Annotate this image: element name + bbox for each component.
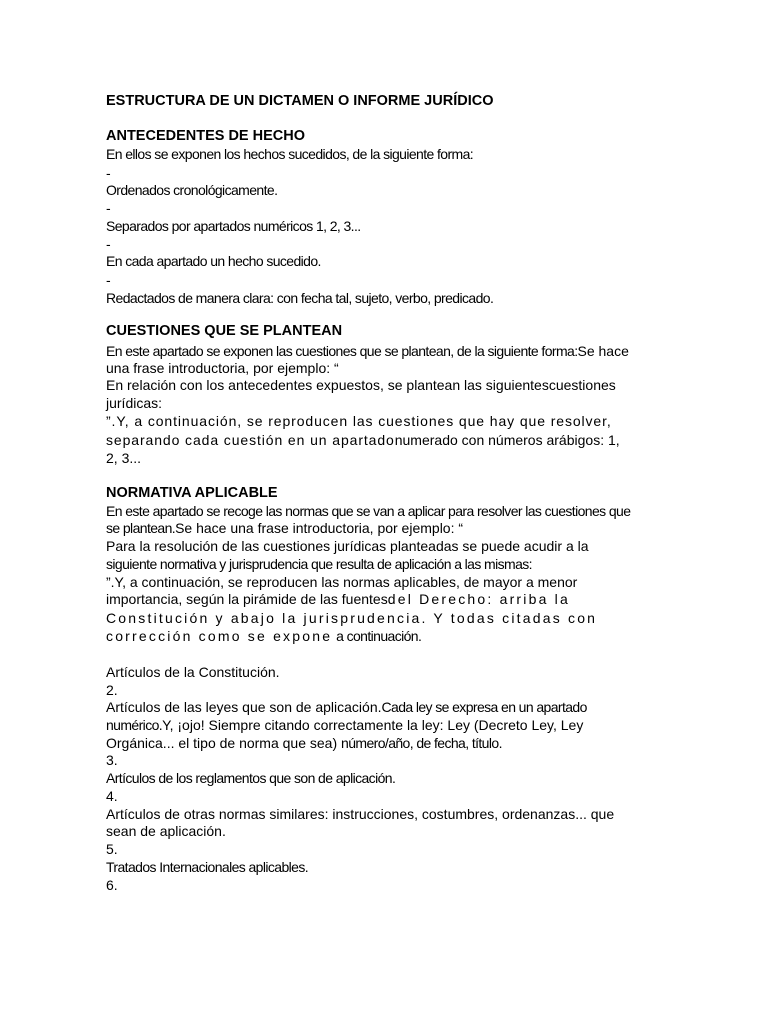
- paragraph-line: En ellos se exponen los hechos sucedidos, de la siguiente forma:: [106, 146, 474, 162]
- list-item: -: [106, 165, 111, 181]
- section-heading-antecedentes: ANTECEDENTES DE HECHO: [106, 128, 305, 144]
- list-item: Ordenados cronológicamente.: [106, 182, 278, 198]
- document-title: ESTRUCTURA DE UN DICTAMEN O INFORME JURÍDICO: [106, 93, 494, 109]
- list-item: -: [106, 236, 111, 252]
- list-item: Artículos de otras normas similares: instrucciones, costumbres, ordenanzas... que: [106, 806, 615, 822]
- paragraph-line: jurídicas:: [106, 395, 163, 411]
- list-item: -: [106, 200, 111, 216]
- paragraph-line: En este apartado se recoge las normas que se van a aplicar para resolver las cuestiones que: [106, 503, 631, 519]
- paragraph-line: corrección como se expone a continuación.: [106, 628, 422, 644]
- paragraph-line: Para la resolución de las cuestiones jurídicas planteadas se puede acudir a la: [106, 538, 589, 554]
- list-number: 3.: [106, 752, 118, 768]
- section-heading-normativa: NORMATIVA APLICABLE: [106, 485, 278, 501]
- list-item: Tratados Internacionales aplicables.: [106, 859, 309, 875]
- list-item: Artículos de las leyes que son de aplicación.Cada ley se expresa en un apartado: [106, 699, 587, 715]
- list-number: 2.: [106, 682, 118, 698]
- list-item: -: [106, 272, 111, 288]
- paragraph-line: ”.Y, a continuación, se reproducen las normas aplicables, de mayor a menor: [106, 574, 578, 590]
- list-number: 4.: [106, 788, 118, 804]
- list-item: Redactados de manera clara: con fecha tal, sujeto, verbo, predicado.: [106, 290, 494, 306]
- list-number: 5.: [106, 841, 118, 857]
- paragraph-line: importancia, según la pirámide de las fuentesdel Derecho: arriba la: [106, 591, 570, 607]
- paragraph-line: se plantean.Se hace una frase introductoria, por ejemplo: “: [106, 520, 464, 536]
- list-item: sean de aplicación.: [106, 823, 226, 839]
- paragraph-line: En relación con los antecedentes expuestos, se plantean las siguientescuestiones: [106, 377, 616, 393]
- paragraph-line: En este apartado se exponen las cuestiones que se plantean, de la siguiente forma:Se hace: [106, 343, 629, 359]
- list-item: numérico.Y, ¡ojo! Siempre citando correctamente la ley: Ley (Decreto Ley, Ley: [106, 717, 584, 733]
- list-number: 6.: [106, 877, 118, 893]
- paragraph-line: separando cada cuestión en un apartadonumerado con números arábigos: 1,: [106, 432, 620, 448]
- paragraph-line: ”.Y, a continuación, se reproducen las cuestiones que hay que resolver,: [106, 413, 612, 429]
- list-item: Orgánica... el tipo de norma que sea) número/año, de fecha, título.: [106, 735, 502, 751]
- section-heading-cuestiones: CUESTIONES QUE SE PLANTEAN: [106, 323, 343, 339]
- list-item: Artículos de la Constitución.: [106, 664, 280, 680]
- paragraph-line: 2, 3...: [106, 450, 142, 466]
- paragraph-line: Constitución y abajo la jurisprudencia. Y todas citadas con: [106, 610, 598, 626]
- list-item: En cada apartado un hecho sucedido.: [106, 253, 321, 269]
- paragraph-line: siguiente normativa y jurisprudencia que resulta de aplicación a las mismas:: [106, 556, 532, 572]
- paragraph-line: una frase introductoria, por ejemplo: “: [106, 360, 339, 376]
- list-item: Separados por apartados numéricos 1, 2, 3...: [106, 218, 361, 234]
- list-item: Artículos de los reglamentos que son de aplicación.: [106, 770, 396, 786]
